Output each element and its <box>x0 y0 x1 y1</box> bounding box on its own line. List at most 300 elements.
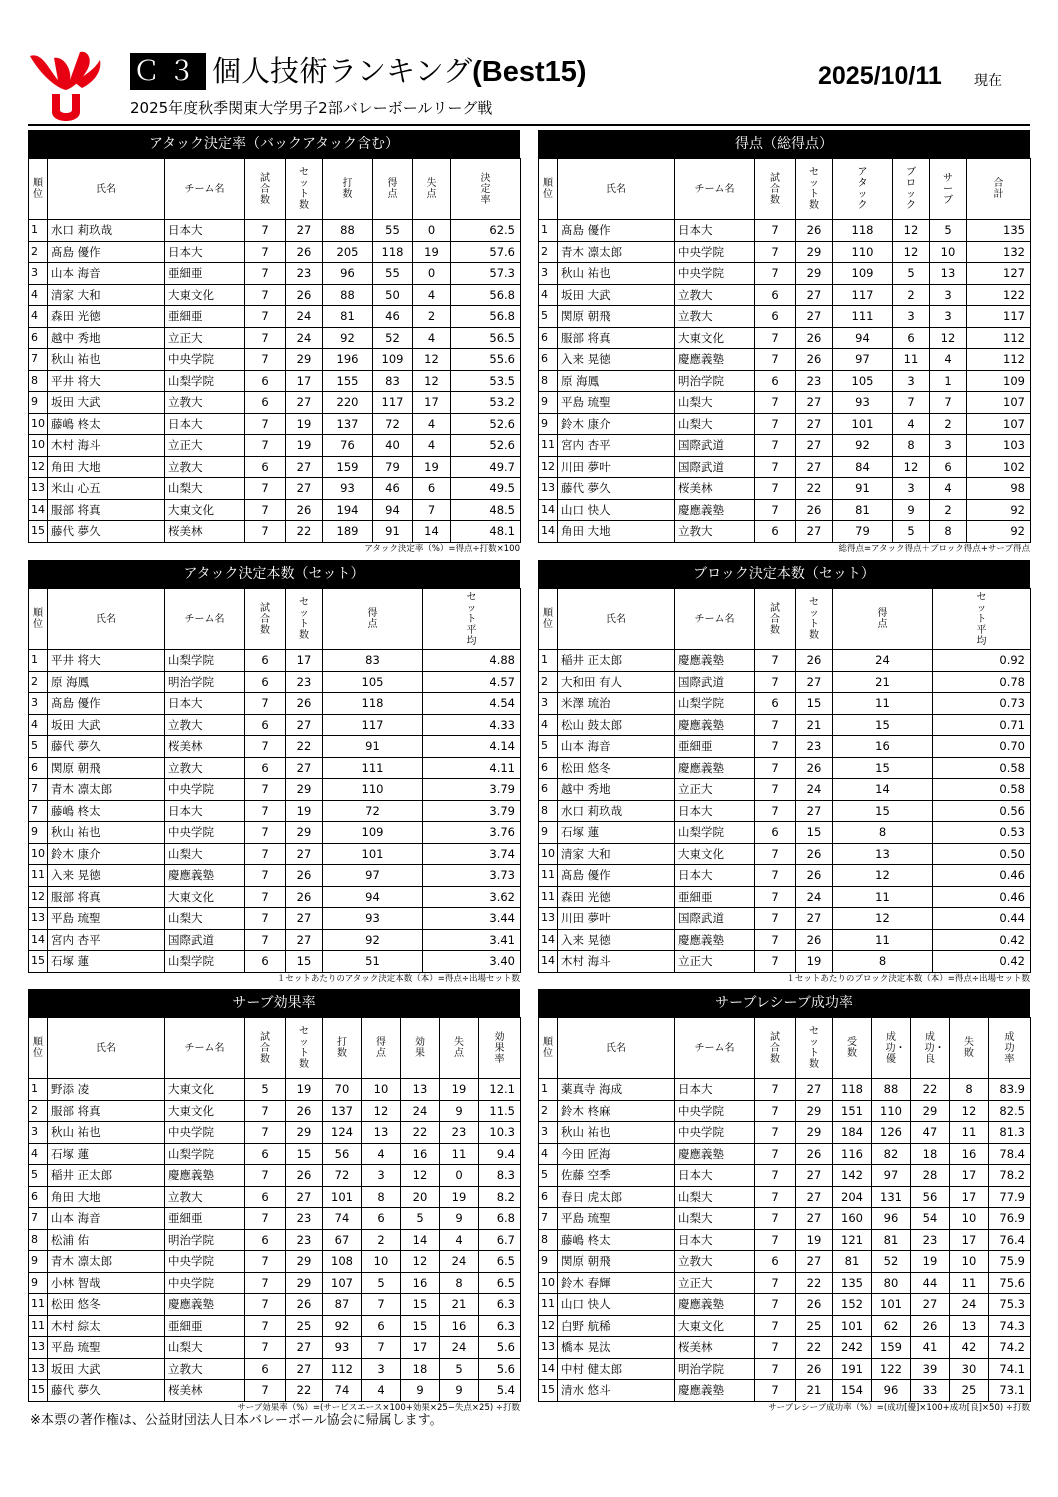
stat-cell: 94 <box>833 327 893 349</box>
stat-cell: 8 <box>833 951 933 973</box>
player-name-cell: 角田 大地 <box>48 1186 165 1208</box>
stat-cell: 74.2 <box>989 1337 1031 1359</box>
team-cell: 山梨大 <box>675 413 755 435</box>
stat-cell: 118 <box>373 241 413 263</box>
stat-cell: 92 <box>833 435 893 457</box>
stat-cell: 12 <box>413 370 451 392</box>
stat-cell: 7 <box>245 822 286 844</box>
stat-cell: 79 <box>833 521 893 543</box>
stat-cell: 24 <box>833 650 933 672</box>
stat-cell: 107 <box>967 413 1031 435</box>
rank-cell: 7 <box>29 779 48 801</box>
stat-cell: 7 <box>245 865 286 887</box>
stat-cell: 72 <box>323 1165 362 1187</box>
table-row <box>29 714 521 736</box>
stat-cell: 22 <box>286 521 323 543</box>
as-of-date: 2025/10/11 <box>818 62 942 90</box>
table-row <box>539 413 1031 435</box>
stat-cell: 27 <box>796 908 833 930</box>
stat-cell: 9.4 <box>479 1143 521 1165</box>
table-row <box>539 478 1031 500</box>
stat-cell: 7 <box>755 1337 796 1359</box>
stat-cell: 5 <box>362 1272 401 1294</box>
stat-cell: 5 <box>930 220 967 242</box>
team-cell: 山梨学院 <box>165 1143 245 1165</box>
team-cell: 国際武道 <box>675 435 755 457</box>
stat-cell: 46 <box>373 478 413 500</box>
rank-cell: 13 <box>539 908 558 930</box>
team-cell: 大東文化 <box>165 886 245 908</box>
stat-cell: 0.78 <box>933 671 1031 693</box>
column-header-label: 氏名 <box>606 183 626 195</box>
table-row <box>29 908 521 930</box>
table-row <box>539 1380 1031 1402</box>
team-cell: 日本大 <box>675 1079 755 1101</box>
stat-cell: 7 <box>362 1294 401 1316</box>
rank-cell: 13 <box>29 478 48 500</box>
table-header-row <box>29 1018 521 1079</box>
column-header <box>539 589 558 650</box>
stat-cell: 6 <box>245 650 286 672</box>
table-row <box>29 1272 521 1294</box>
stat-cell: 96 <box>872 1380 911 1402</box>
stat-cell: 17 <box>950 1229 989 1251</box>
table-row <box>539 1294 1031 1316</box>
player-name-cell: 稲井 正太郎 <box>558 650 675 672</box>
stat-cell: 27 <box>286 220 323 242</box>
column-header <box>362 1018 401 1079</box>
player-name-cell: 服部 将真 <box>48 886 165 908</box>
table-row <box>29 736 521 758</box>
table-row <box>29 1079 521 1101</box>
stat-cell: 4 <box>930 349 967 371</box>
stat-cell: 94 <box>323 886 423 908</box>
stat-cell: 6.5 <box>479 1251 521 1273</box>
table-row <box>29 499 521 521</box>
player-name-cell: 春日 虎太郎 <box>558 1186 675 1208</box>
column-header-label: 失敗 <box>964 1037 974 1059</box>
code-badge: Ｃ３ <box>130 53 206 90</box>
stat-cell: 96 <box>872 1208 911 1230</box>
rank-cell: 14 <box>539 1358 558 1380</box>
table-header-row <box>29 159 521 220</box>
stat-cell: 220 <box>323 392 373 414</box>
stat-cell: 6 <box>930 456 967 478</box>
section-attack-per-set <box>28 560 520 985</box>
stat-cell: 7 <box>245 499 286 521</box>
stat-cell: 19 <box>286 435 323 457</box>
stat-cell: 6 <box>245 1229 286 1251</box>
player-name-cell: 米山 心五 <box>48 478 165 500</box>
stat-cell: 56 <box>323 1143 362 1165</box>
stat-cell: 26 <box>911 1315 950 1337</box>
rank-cell: 6 <box>29 757 48 779</box>
column-header-label: チーム名 <box>184 183 225 195</box>
column-header <box>29 1018 48 1079</box>
team-cell: 山梨大 <box>165 843 245 865</box>
stat-cell: 7 <box>245 908 286 930</box>
stat-cell: 29 <box>911 1100 950 1122</box>
team-cell: 立正大 <box>675 951 755 973</box>
player-name-cell: 野添 凌 <box>48 1079 165 1101</box>
rank-cell: 9 <box>539 822 558 844</box>
stat-cell: 23 <box>286 263 323 285</box>
stat-cell: 88 <box>323 284 373 306</box>
rank-cell: 8 <box>539 370 558 392</box>
player-name-cell: 入来 晃徳 <box>558 349 675 371</box>
stat-cell: 57.6 <box>451 241 521 263</box>
column-header-label: 効果 <box>415 1037 425 1059</box>
stat-cell: 74.3 <box>989 1315 1031 1337</box>
rank-cell: 11 <box>29 1315 48 1337</box>
team-cell: 大東文化 <box>675 843 755 865</box>
stat-cell: 13 <box>833 843 933 865</box>
stat-cell: 12 <box>930 327 967 349</box>
section-title: アタック決定本数（セット） <box>28 560 520 588</box>
team-cell: 慶應義塾 <box>165 865 245 887</box>
stat-cell: 7 <box>245 478 286 500</box>
stat-cell: 93 <box>323 1337 362 1359</box>
column-header <box>165 1018 245 1079</box>
table-row <box>29 413 521 435</box>
stat-cell: 9 <box>893 499 930 521</box>
stat-cell: 3.40 <box>423 951 521 973</box>
player-name-cell: 山本 海音 <box>48 1208 165 1230</box>
rank-cell: 10 <box>29 843 48 865</box>
table-row <box>29 1186 521 1208</box>
team-cell: 立正大 <box>165 435 245 457</box>
column-header-label: 試合数 <box>770 1031 780 1065</box>
stat-cell: 118 <box>323 693 423 715</box>
table-row <box>539 1315 1031 1337</box>
rank-cell: 13 <box>539 478 558 500</box>
stat-cell: 25 <box>286 1315 323 1337</box>
stat-cell: 27 <box>286 908 323 930</box>
stat-cell: 6.3 <box>479 1294 521 1316</box>
column-header <box>286 159 323 220</box>
team-cell: 慶應義塾 <box>675 349 755 371</box>
player-name-cell: 坂田 大武 <box>48 1358 165 1380</box>
rank-cell: 7 <box>29 800 48 822</box>
stat-cell: 0.53 <box>933 822 1031 844</box>
rank-cell: 2 <box>29 671 48 693</box>
stat-cell: 22 <box>401 1122 440 1144</box>
table-row <box>539 800 1031 822</box>
stat-cell: 109 <box>833 263 893 285</box>
player-name-cell: 秋山 祐也 <box>558 263 675 285</box>
stat-cell: 0.92 <box>933 650 1031 672</box>
table-row <box>539 327 1031 349</box>
table-row <box>29 951 521 973</box>
stat-cell: 7 <box>755 1294 796 1316</box>
column-header-label: アタック <box>857 167 868 211</box>
player-name-cell: 青木 凛太郎 <box>48 779 165 801</box>
stat-cell: 12 <box>893 220 930 242</box>
player-name-cell: 原 海鳳 <box>558 370 675 392</box>
stat-cell: 24 <box>796 779 833 801</box>
team-cell: 山梨大 <box>675 1208 755 1230</box>
rank-cell: 6 <box>539 1186 558 1208</box>
player-name-cell: 髙島 優作 <box>558 220 675 242</box>
column-header-label: チーム名 <box>694 183 735 195</box>
stat-cell: 84 <box>833 456 893 478</box>
rank-cell: 14 <box>29 929 48 951</box>
column-header <box>323 589 423 650</box>
table-row <box>539 456 1031 478</box>
stat-cell: 0.71 <box>933 714 1031 736</box>
stat-cell: 4.88 <box>423 650 521 672</box>
rank-cell: 6 <box>539 327 558 349</box>
player-name-cell: 松山 鼓太郎 <box>558 714 675 736</box>
team-cell: 立正大 <box>675 779 755 801</box>
stat-cell: 6 <box>245 392 286 414</box>
stat-cell: 4.54 <box>423 693 521 715</box>
team-cell: 山梨大 <box>675 1186 755 1208</box>
stat-cell: 29 <box>286 349 323 371</box>
stat-cell: 27 <box>796 1079 833 1101</box>
rank-cell: 15 <box>29 521 48 543</box>
section-title: アタック決定率（バックアタック含む） <box>28 130 520 158</box>
team-cell: 桜美林 <box>675 478 755 500</box>
stat-cell: 11 <box>833 886 933 908</box>
table-row <box>539 843 1031 865</box>
team-cell: 中央学院 <box>675 241 755 263</box>
stat-cell: 6 <box>245 671 286 693</box>
stat-cell: 9 <box>440 1208 479 1230</box>
stat-cell: 103 <box>967 435 1031 457</box>
as-of-suffix: 現在 <box>974 73 1002 89</box>
stat-cell: 11 <box>893 349 930 371</box>
team-cell: 慶應義塾 <box>675 929 755 951</box>
table-row <box>539 951 1031 973</box>
stat-cell: 6 <box>245 1186 286 1208</box>
player-name-cell: 平島 琉聖 <box>48 1337 165 1359</box>
stat-cell: 27 <box>911 1294 950 1316</box>
column-header <box>323 159 373 220</box>
team-cell: 日本大 <box>165 220 245 242</box>
rank-cell: 12 <box>29 456 48 478</box>
table-row <box>29 1143 521 1165</box>
player-name-cell: 秋山 祐也 <box>558 1122 675 1144</box>
column-header <box>989 1018 1031 1079</box>
stat-cell: 7 <box>245 327 286 349</box>
stat-cell: 57.3 <box>451 263 521 285</box>
stat-cell: 142 <box>833 1165 872 1187</box>
stat-cell: 83 <box>323 650 423 672</box>
table-row <box>29 693 521 715</box>
stat-cell: 26 <box>286 865 323 887</box>
stat-cell: 16 <box>440 1315 479 1337</box>
stat-cell: 4.11 <box>423 757 521 779</box>
stat-cell: 17 <box>401 1337 440 1359</box>
player-name-cell: 鈴木 康介 <box>558 413 675 435</box>
table-row <box>29 284 521 306</box>
stat-cell: 21 <box>833 671 933 693</box>
stat-cell: 48.5 <box>451 499 521 521</box>
stat-cell: 19 <box>286 413 323 435</box>
column-header <box>245 1018 286 1079</box>
stat-cell: 7 <box>755 1100 796 1122</box>
stat-cell: 9 <box>440 1380 479 1402</box>
rank-cell: 4 <box>29 714 48 736</box>
stat-cell: 12 <box>893 456 930 478</box>
stat-cell: 184 <box>833 1122 872 1144</box>
formula-note: １セットあたりのアタック決定本数（本）=得点÷出場セット数 <box>276 973 520 984</box>
rank-cell: 8 <box>29 1229 48 1251</box>
column-header-label: チーム名 <box>694 1042 735 1054</box>
table-row <box>539 521 1031 543</box>
stat-cell: 191 <box>833 1358 872 1380</box>
stat-cell: 83.9 <box>989 1079 1031 1101</box>
stat-cell: 29 <box>796 1100 833 1122</box>
stat-cell: 9 <box>440 1100 479 1122</box>
player-name-cell: 清家 大和 <box>48 284 165 306</box>
column-header <box>675 159 755 220</box>
stat-cell: 81 <box>872 1229 911 1251</box>
stat-cell: 137 <box>323 1100 362 1122</box>
player-name-cell: 角田 大地 <box>558 521 675 543</box>
stat-cell: 17 <box>950 1165 989 1187</box>
team-cell: 山梨学院 <box>675 693 755 715</box>
column-header-label: セット数 <box>299 1026 309 1070</box>
team-cell: 立教大 <box>165 456 245 478</box>
rank-cell: 5 <box>539 1165 558 1187</box>
table-row <box>539 822 1031 844</box>
rank-cell: 9 <box>29 822 48 844</box>
formula-note: 総得点=アタック得点＋ブロック得点+サーブ得点 <box>838 543 1030 554</box>
section-block-per-set <box>538 560 1030 985</box>
stat-cell: 11 <box>950 1272 989 1294</box>
stat-cell: 8 <box>893 435 930 457</box>
stat-cell: 6 <box>755 521 796 543</box>
column-header-label: 得点 <box>387 178 398 200</box>
formula-note: １セットあたりのブロック決定本数（本）=得点÷出場セット数 <box>786 973 1030 984</box>
stat-cell: 154 <box>833 1380 872 1402</box>
rank-cell: 10 <box>29 435 48 457</box>
team-cell: 日本大 <box>675 220 755 242</box>
rank-cell: 3 <box>539 1122 558 1144</box>
stat-cell: 11 <box>833 693 933 715</box>
column-header-label: 氏名 <box>96 183 116 195</box>
column-header <box>950 1018 989 1079</box>
stat-cell: 155 <box>323 370 373 392</box>
stat-cell: 6 <box>245 757 286 779</box>
column-header-label: セット数 <box>299 597 309 641</box>
player-name-cell: 山口 快人 <box>558 1294 675 1316</box>
stat-cell: 15 <box>286 1143 323 1165</box>
rank-cell: 13 <box>29 1358 48 1380</box>
stat-cell: 16 <box>950 1143 989 1165</box>
stat-cell: 7 <box>245 1208 286 1230</box>
stat-cell: 3.74 <box>423 843 521 865</box>
team-cell: 大東文化 <box>165 1079 245 1101</box>
column-header <box>675 589 755 650</box>
team-cell: 日本大 <box>165 413 245 435</box>
stat-cell: 160 <box>833 1208 872 1230</box>
stat-cell: 111 <box>323 757 423 779</box>
column-header-label: 打数 <box>342 178 353 200</box>
team-cell: 国際武道 <box>675 671 755 693</box>
stat-cell: 7 <box>245 1294 286 1316</box>
player-name-cell: 中村 健太郎 <box>558 1358 675 1380</box>
rank-cell: 11 <box>539 865 558 887</box>
stat-cell: 56.8 <box>451 284 521 306</box>
team-cell: 中央学院 <box>165 1251 245 1273</box>
team-cell: 山梨学院 <box>165 650 245 672</box>
team-cell: 中央学院 <box>165 779 245 801</box>
stat-cell: 5 <box>245 1079 286 1101</box>
table-row <box>29 843 521 865</box>
table-row <box>29 220 521 242</box>
rank-cell: 14 <box>29 499 48 521</box>
stat-cell: 26 <box>796 1358 833 1380</box>
column-header-label: 氏名 <box>606 1042 626 1054</box>
team-cell: 慶應義塾 <box>165 1165 245 1187</box>
stat-cell: 0.44 <box>933 908 1031 930</box>
ranking-table <box>28 158 521 543</box>
stat-cell: 19 <box>286 800 323 822</box>
stat-cell: 14 <box>413 521 451 543</box>
player-name-cell: 水口 莉玖哉 <box>48 220 165 242</box>
stat-cell: 88 <box>872 1079 911 1101</box>
stat-cell: 52.6 <box>451 413 521 435</box>
stat-cell: 70 <box>323 1079 362 1101</box>
column-header <box>558 589 675 650</box>
rank-cell: 11 <box>539 886 558 908</box>
team-cell: 慶應義塾 <box>165 1294 245 1316</box>
stat-cell: 101 <box>323 843 423 865</box>
stat-cell: 92 <box>323 929 423 951</box>
team-cell: 明治学院 <box>675 1358 755 1380</box>
stat-cell: 11 <box>833 929 933 951</box>
stat-cell: 26 <box>286 886 323 908</box>
stat-cell: 6 <box>755 822 796 844</box>
page-title-best: (Best15) <box>472 56 587 88</box>
stat-cell: 16 <box>833 736 933 758</box>
stat-cell: 23 <box>286 1229 323 1251</box>
stat-cell: 135 <box>833 1272 872 1294</box>
table-row <box>29 886 521 908</box>
team-cell: 慶應義塾 <box>675 714 755 736</box>
stat-cell: 7 <box>755 951 796 973</box>
player-name-cell: 藤代 夢久 <box>48 736 165 758</box>
rank-cell: 10 <box>539 1272 558 1294</box>
section-serve-effect <box>28 989 520 1414</box>
column-header <box>401 1018 440 1079</box>
stat-cell: 135 <box>967 220 1031 242</box>
stat-cell: 42 <box>950 1337 989 1359</box>
table-row <box>29 370 521 392</box>
column-header-label: 試合数 <box>770 602 780 636</box>
rank-cell: 9 <box>29 1272 48 1294</box>
player-name-cell: 大和田 有人 <box>558 671 675 693</box>
stat-cell: 6 <box>245 1358 286 1380</box>
stat-cell: 29 <box>286 779 323 801</box>
copyright-note: ※本票の著作権は、公益財団法人日本バレーボール協会に帰属します。 <box>30 1413 443 1428</box>
column-header-label: 順位 <box>543 608 553 630</box>
table-row <box>29 1122 521 1144</box>
stat-cell: 97 <box>323 865 423 887</box>
team-cell: 桜美林 <box>165 521 245 543</box>
column-header <box>413 159 451 220</box>
stat-cell: 6 <box>362 1315 401 1337</box>
table-row <box>539 1229 1031 1251</box>
stat-cell: 7 <box>245 284 286 306</box>
stat-cell: 82.5 <box>989 1100 1031 1122</box>
player-name-cell: 越中 秀地 <box>48 327 165 349</box>
rank-cell: 5 <box>539 736 558 758</box>
stat-cell: 27 <box>796 392 833 414</box>
